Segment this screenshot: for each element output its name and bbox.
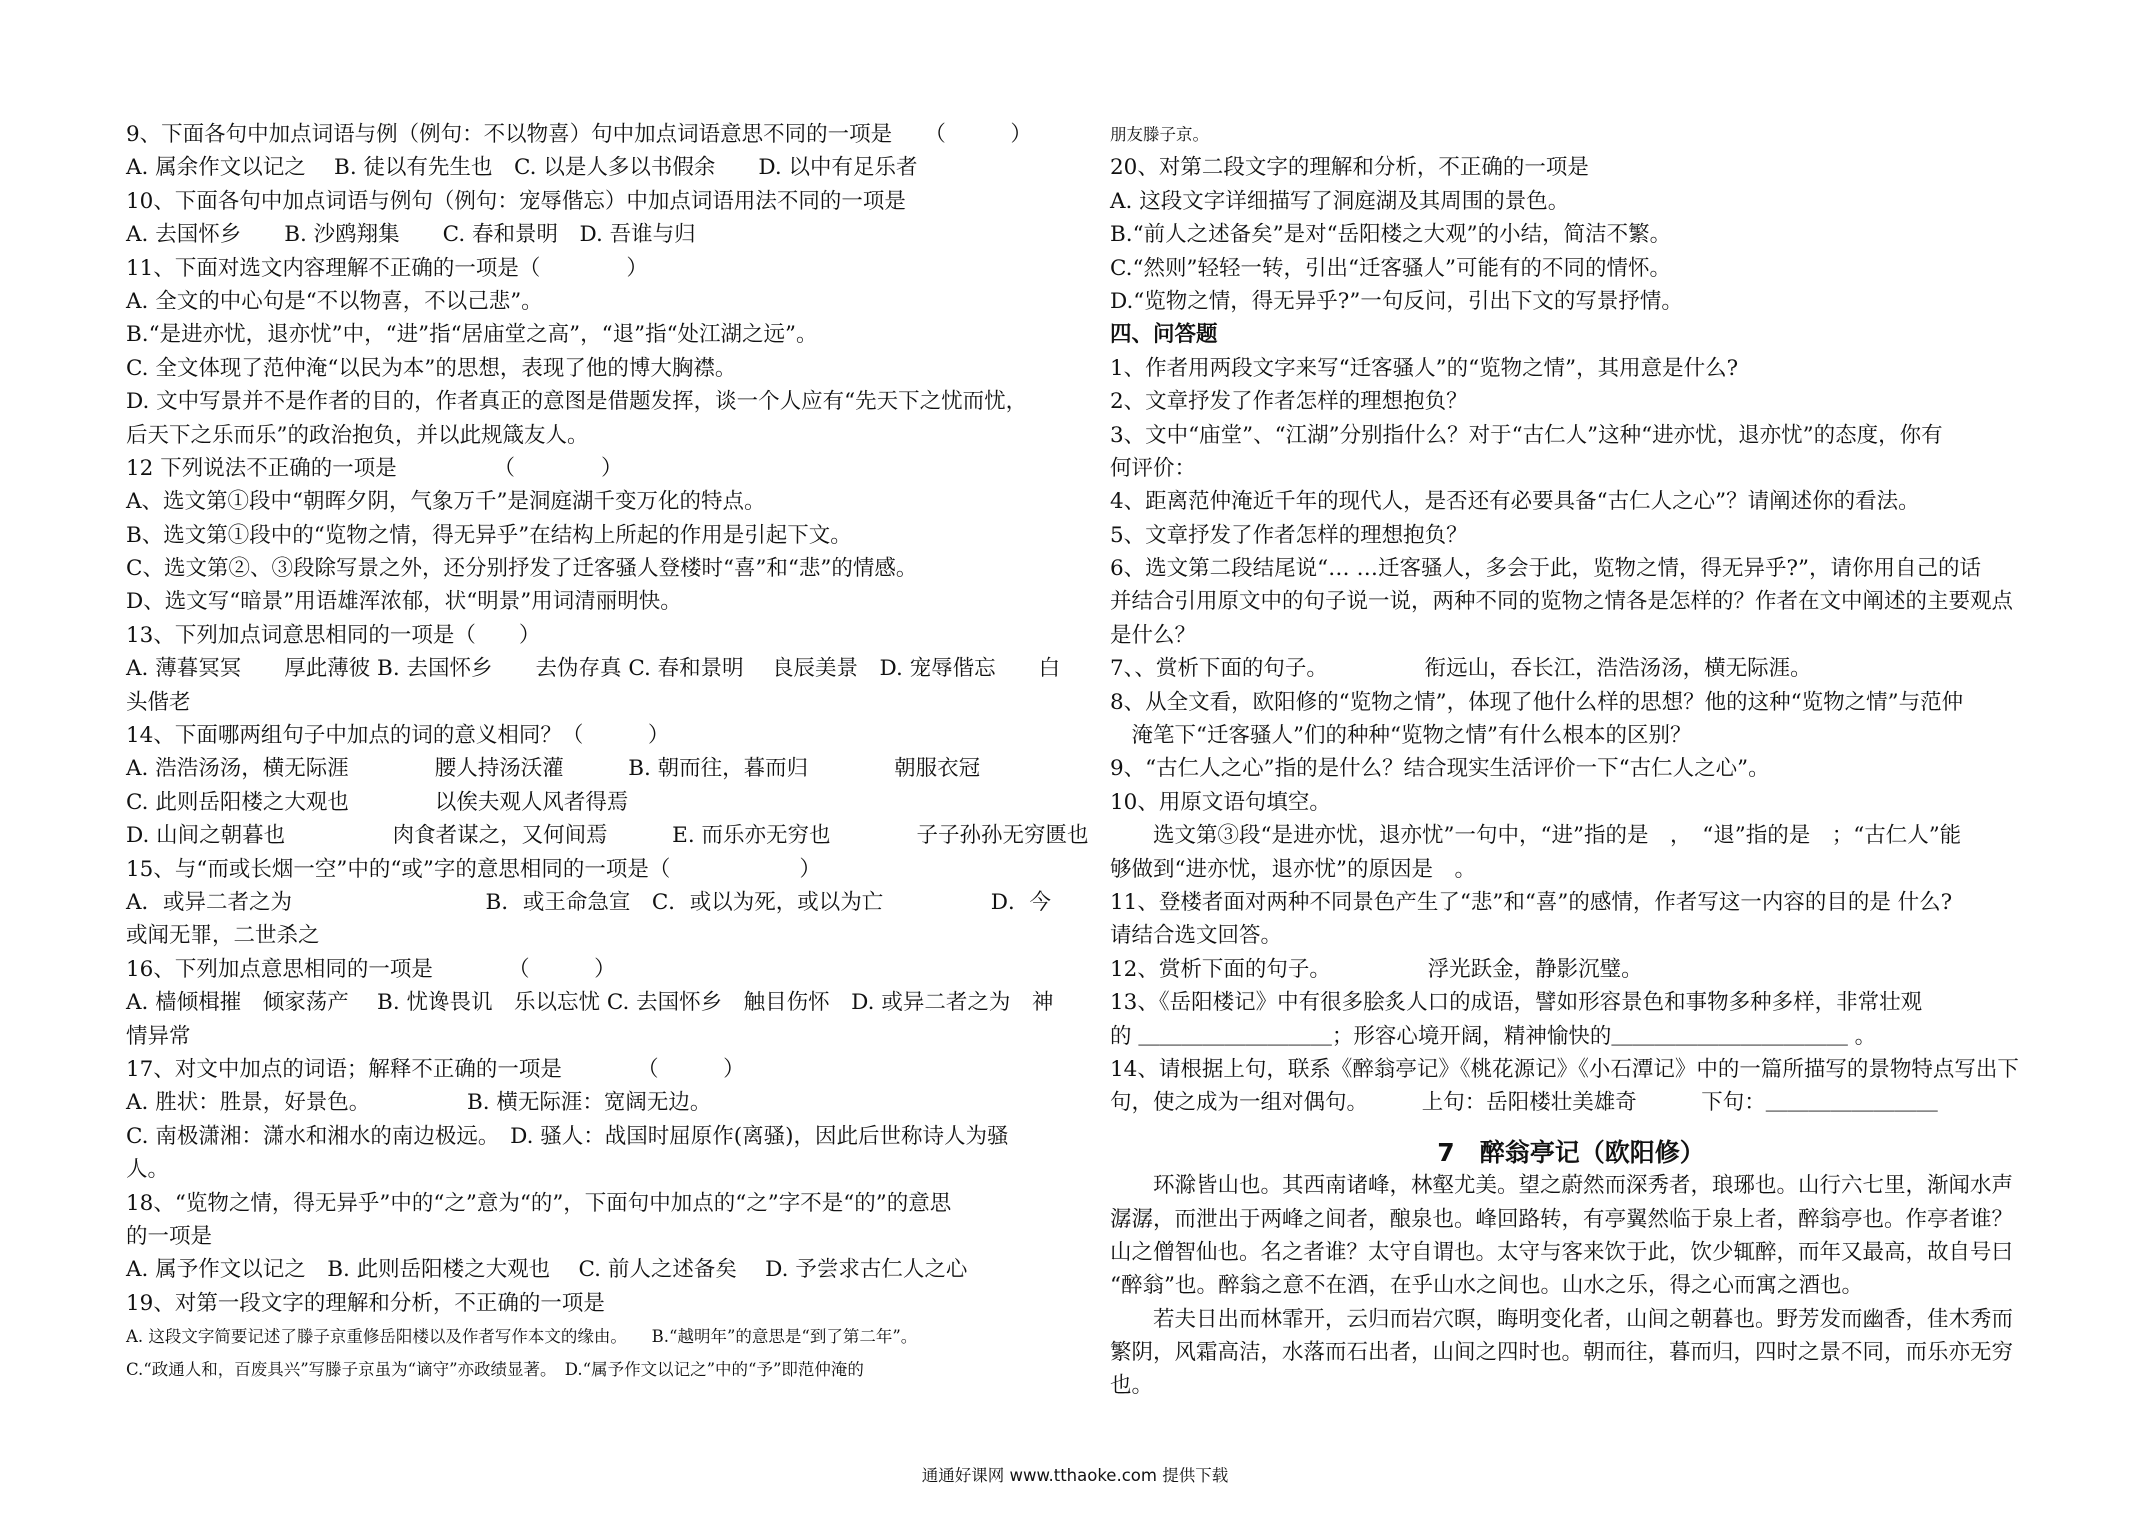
text-line: 13、《岳阳楼记》中有很多脍炙人口的成语，譬如形容景色和事物多种多样，非常壮观	[1110, 990, 1923, 1016]
text-line: 的一项是	[126, 1223, 213, 1249]
text-line: 11、登楼者面对两种不同景色产生了“悲”和“喜”的感情，作者写这一内容的目的是 什么?	[1110, 889, 1953, 915]
text-line: 12、赏析下面的句子。 浮光跃金，静影沉璧。	[1110, 956, 1643, 982]
text-line: 何评价：	[1110, 455, 1197, 481]
text-line: 是什么？	[1110, 622, 1197, 648]
text-line: 1、作者用两段文字来写“迁客骚人”的“览物之情”，其用意是什么?	[1110, 355, 1739, 381]
text-line: 10、下面各句中加点词语与例句（例句：宠辱偕忘）中加点词语用法不同的一项是	[126, 188, 906, 214]
text-line: 6、选文第二段结尾说“… …迁客骚人，多会于此，览物之情，得无异乎?”，请你用自己的话	[1110, 556, 1982, 582]
text-line: 5、文章抒发了作者怎样的理想抱负？	[1110, 522, 1468, 548]
text-line: 的 ＿＿＿＿＿＿＿＿＿；形容心境开阔，精神愉快的＿＿＿＿＿＿＿＿＿＿＿ 。	[1110, 1023, 1877, 1049]
article-line: 若夫日出而林霏开，云归而岩穴暝，晦明变化者，山间之朝暮也。野芳发而幽香，佳木秀而	[1110, 1306, 2014, 1332]
section-heading: 四、问答题	[1110, 322, 1218, 348]
text-line: D. 文中写景并不是作者的目的，作者真正的意图是借题发挥，谈一个人应有“先天下之忧而忧，	[126, 389, 1028, 415]
text-line: 17、对文中加点的词语；解释不正确的一项是 （ ）	[126, 1056, 745, 1082]
continued-line: 朋友滕子京。	[1110, 125, 1209, 144]
text-line: 12 下列说法不正确的一项是 （ ）	[126, 455, 623, 481]
text-line: 4、距离范仲淹近千年的现代人，是否还有必要具备“古仁人之心”？请阐述你的看法。	[1110, 489, 1920, 515]
text-line: 18、“览物之情，得无异乎”中的“之”意为“的”，下面句中加点的“之”字不是“的”的意思	[126, 1190, 952, 1216]
text-line: 14、请根据上句，联系《醉翁亭记》《桃花源记》《小石潭记》中的一篇所描写的景物特点写出下	[1110, 1056, 2019, 1082]
text-line: 句，使之成为一组对偶句。 上句：岳阳楼壮美雄奇 下句：＿＿＿＿＿＿＿＿	[1110, 1090, 1938, 1116]
text-line: A．或异二者之为 B．或王命急宣 C．或以为死，或以为亡 D．今	[126, 889, 1052, 915]
left-question-block	[126, 118, 1089, 1320]
text-line: 16、下列加点意思相同的一项是 （ ）	[126, 956, 616, 982]
text-line: B、选文第①段中的“览物之情，得无异乎”在结构上所起的作用是引起下文。	[126, 522, 852, 548]
text-line: 19、对第一段文字的理解和分析，不正确的一项是	[126, 1290, 605, 1316]
option-line: C.“政通人和，百废具兴”写滕子京虽为“谪守”亦政绩显著。 D.“属予作文以记之”中的“予”即范仲淹的	[126, 1360, 864, 1380]
text-line: 14、下面哪两组句子中加点的词的意义相同？（ ）	[126, 723, 670, 749]
text-line: A. 浩浩汤汤，横无际涯 腰人持汤沃灌 B. 朝而往，暮而归 朝服衣冠	[126, 756, 981, 782]
article-line: 山之僧智仙也。名之者谁？太守自谓也。太守与客来饮于此，饮少辄醉，而年又最高，故自号曰	[1110, 1239, 2014, 1265]
article-line: 环滁皆山也。其西南诸峰，林壑尤美。望之蔚然而深秀者，琅琊也。山行六七里，渐闻水声	[1110, 1173, 2014, 1199]
text-line: A、选文第①段中“朝晖夕阴，气象万千”是洞庭湖千变万化的特点。	[126, 489, 766, 515]
text-line: 够做到“进亦忧，退亦忧”的原因是 。	[1110, 856, 1476, 882]
text-line: 3、文中“庙堂”、“江湖”分别指什么？对于“古仁人”这种“进亦忧，退亦忧”的态度，你有	[1110, 422, 1943, 448]
article-line: 也。	[1110, 1373, 1154, 1399]
text-line: C. 全文体现了范仲淹“以民为本”的思想，表现了他的博大胸襟。	[126, 355, 737, 381]
text-line: 2、文章抒发了作者怎样的理想抱负？	[1110, 389, 1468, 415]
article-line: “醉翁”也。醉翁之意不在酒，在乎山水之间也。山水之乐，得之心而寓之酒也。	[1110, 1273, 1863, 1299]
right-question-block	[1110, 151, 2032, 318]
page-footer: 通通好课网 www.tthaoke.com 提供下载	[921, 1466, 1229, 1485]
text-line: 并结合引用原文中的句子说一说，两种不同的览物之情各是怎样的？作者在文中阐述的主要观点	[1110, 589, 2014, 615]
text-line: B.“是进亦忧，退亦忧”中，“进”指“居庙堂之高”，“退”指“处江湖之远”。	[126, 322, 818, 348]
text-line: D. 山间之朝暮也 肉食者谋之，又何间焉 E. 而乐亦无穷也 子子孙孙无穷匮也	[126, 823, 1089, 849]
text-line: 13、下列加点词意思相同的一项是（ ）	[126, 622, 541, 648]
text-line: 后天下之乐而乐”的政治抱负，并以此规箴友人。	[126, 422, 589, 448]
text-line: A. 全文的中心句是“不以物喜，不以己悲”。	[126, 288, 543, 314]
text-line: 9、“古仁人之心”指的是什么？结合现实生活评价一下“古仁人之心”。	[1110, 756, 1770, 782]
article-line: 潺潺，而泄出于两峰之间者，酿泉也。峰回路转，有亭翼然临于泉上者，醉翁亭也。作亭者谁？	[1110, 1206, 2014, 1232]
text-line: A. 这段文字详细描写了洞庭湖及其周围的景色。	[1110, 188, 1570, 214]
text-line: 8、从全文看，欧阳修的“览物之情”，体现了他什么样的思想？他的这种“览物之情”与范仲	[1110, 689, 1964, 715]
text-line: 情异常	[126, 1023, 191, 1049]
text-line: A. 薄暮冥冥 厚此薄彼 B. 去国怀乡 去伪存真 C. 春和景明 良辰美景 D. 宠辱偕忘 白	[126, 656, 1061, 682]
text-line: C. 南极潇湘：潇水和湘水的南边极远。 D. 骚人：战国时屈原作(离骚)，因此后世称诗人为骚	[126, 1123, 1009, 1149]
text-line: D、选文写“暗景”用语雄浑浓郁，状“明景”用词清丽明快。	[126, 589, 682, 615]
left-small-options	[126, 1320, 1066, 1387]
qa-question-block	[1110, 352, 2032, 1120]
text-line: A. 属予作文以记之 B. 此则岳阳楼之大观也 C. 前人之述备矣 D. 予尝求古仁人之心	[126, 1257, 968, 1283]
text-line: 选文第③段“是进亦忧，退亦忧”一句中，“进”指的是 ， “退”指的是 ；“古仁人”能	[1110, 823, 1962, 849]
text-line: C. 此则岳阳楼之大观也 以俟夫观人风者得焉	[126, 789, 629, 815]
left-column	[126, 118, 1089, 1387]
article-body	[1110, 1169, 2032, 1403]
text-line: A. 胜状：胜景，好景色。 B. 横无际涯：宽阔无边。	[126, 1090, 712, 1116]
text-line: 9、下面各句中加点词语与例（例句：不以物喜）句中加点词语意思不同的一项是 （ ）	[126, 122, 1032, 147]
text-line: A. 樯倾楫摧 倾家荡产 B. 忧谗畏讥 乐以忘忧 C. 去国怀乡 触目伤怀 D. 或异二者之为 神	[126, 990, 1054, 1016]
text-line: 7、、赏析下面的句子。 衔远山，吞长江，浩浩汤汤，横无际涯。	[1110, 656, 1812, 682]
right-column	[1110, 118, 2032, 1403]
text-line: C.“然则”轻轻一转，引出“迁客骚人”可能有的不同的情怀。	[1110, 255, 1671, 281]
text-line: 20、对第二段文字的理解和分析，不正确的一项是	[1110, 155, 1589, 181]
text-line: 头偕老	[126, 689, 191, 715]
text-line: 15、与“而或长烟一空”中的“或”字的意思相同的一项是（ ）	[126, 856, 821, 882]
text-line: 人。	[126, 1157, 170, 1183]
article-title: 7 醉翁亭记（欧阳修）	[1437, 1137, 1705, 1167]
text-line: 11、下面对选文内容理解不正确的一项是（ ）	[126, 255, 648, 281]
text-line: D.“览物之情，得无异乎?”一句反问，引出下文的写景抒情。	[1110, 288, 1683, 314]
article-line: 繁阴，风霜高洁，水落而石出者，山间之四时也。朝而往，暮而归，四时之景不同，而乐亦无穷	[1110, 1340, 2014, 1366]
text-line: C、选文第②、③段除写景之外，还分别抒发了迁客骚人登楼时“喜”和“悲”的情感。	[126, 556, 918, 582]
option-line: A. 这段文字简要记述了滕子京重修岳阳楼以及作者写作本文的缘由。 B.“越明年”的意思是“到了第二年”。	[126, 1327, 918, 1347]
text-line: A. 去国怀乡 B. 沙鸥翔集 C. 春和景明 D. 吾谁与归	[126, 222, 696, 248]
text-line: 淹笔下“迁客骚人”们的种种“览物之情”有什么根本的区别？	[1110, 723, 1692, 749]
text-line: B.“前人之述备矣”是对“岳阳楼之大观”的小结，简洁不繁。	[1110, 222, 1672, 248]
text-line: 10、用原文语句填空。	[1110, 789, 1331, 815]
text-line: A. 属余作文以记之 B. 徒以有先生也 C. 以是人多以书假余 D. 以中有足乐者	[126, 155, 918, 181]
text-line: 或闻无罪，二世杀之	[126, 923, 320, 949]
text-line: 请结合选文回答。	[1110, 923, 1283, 949]
